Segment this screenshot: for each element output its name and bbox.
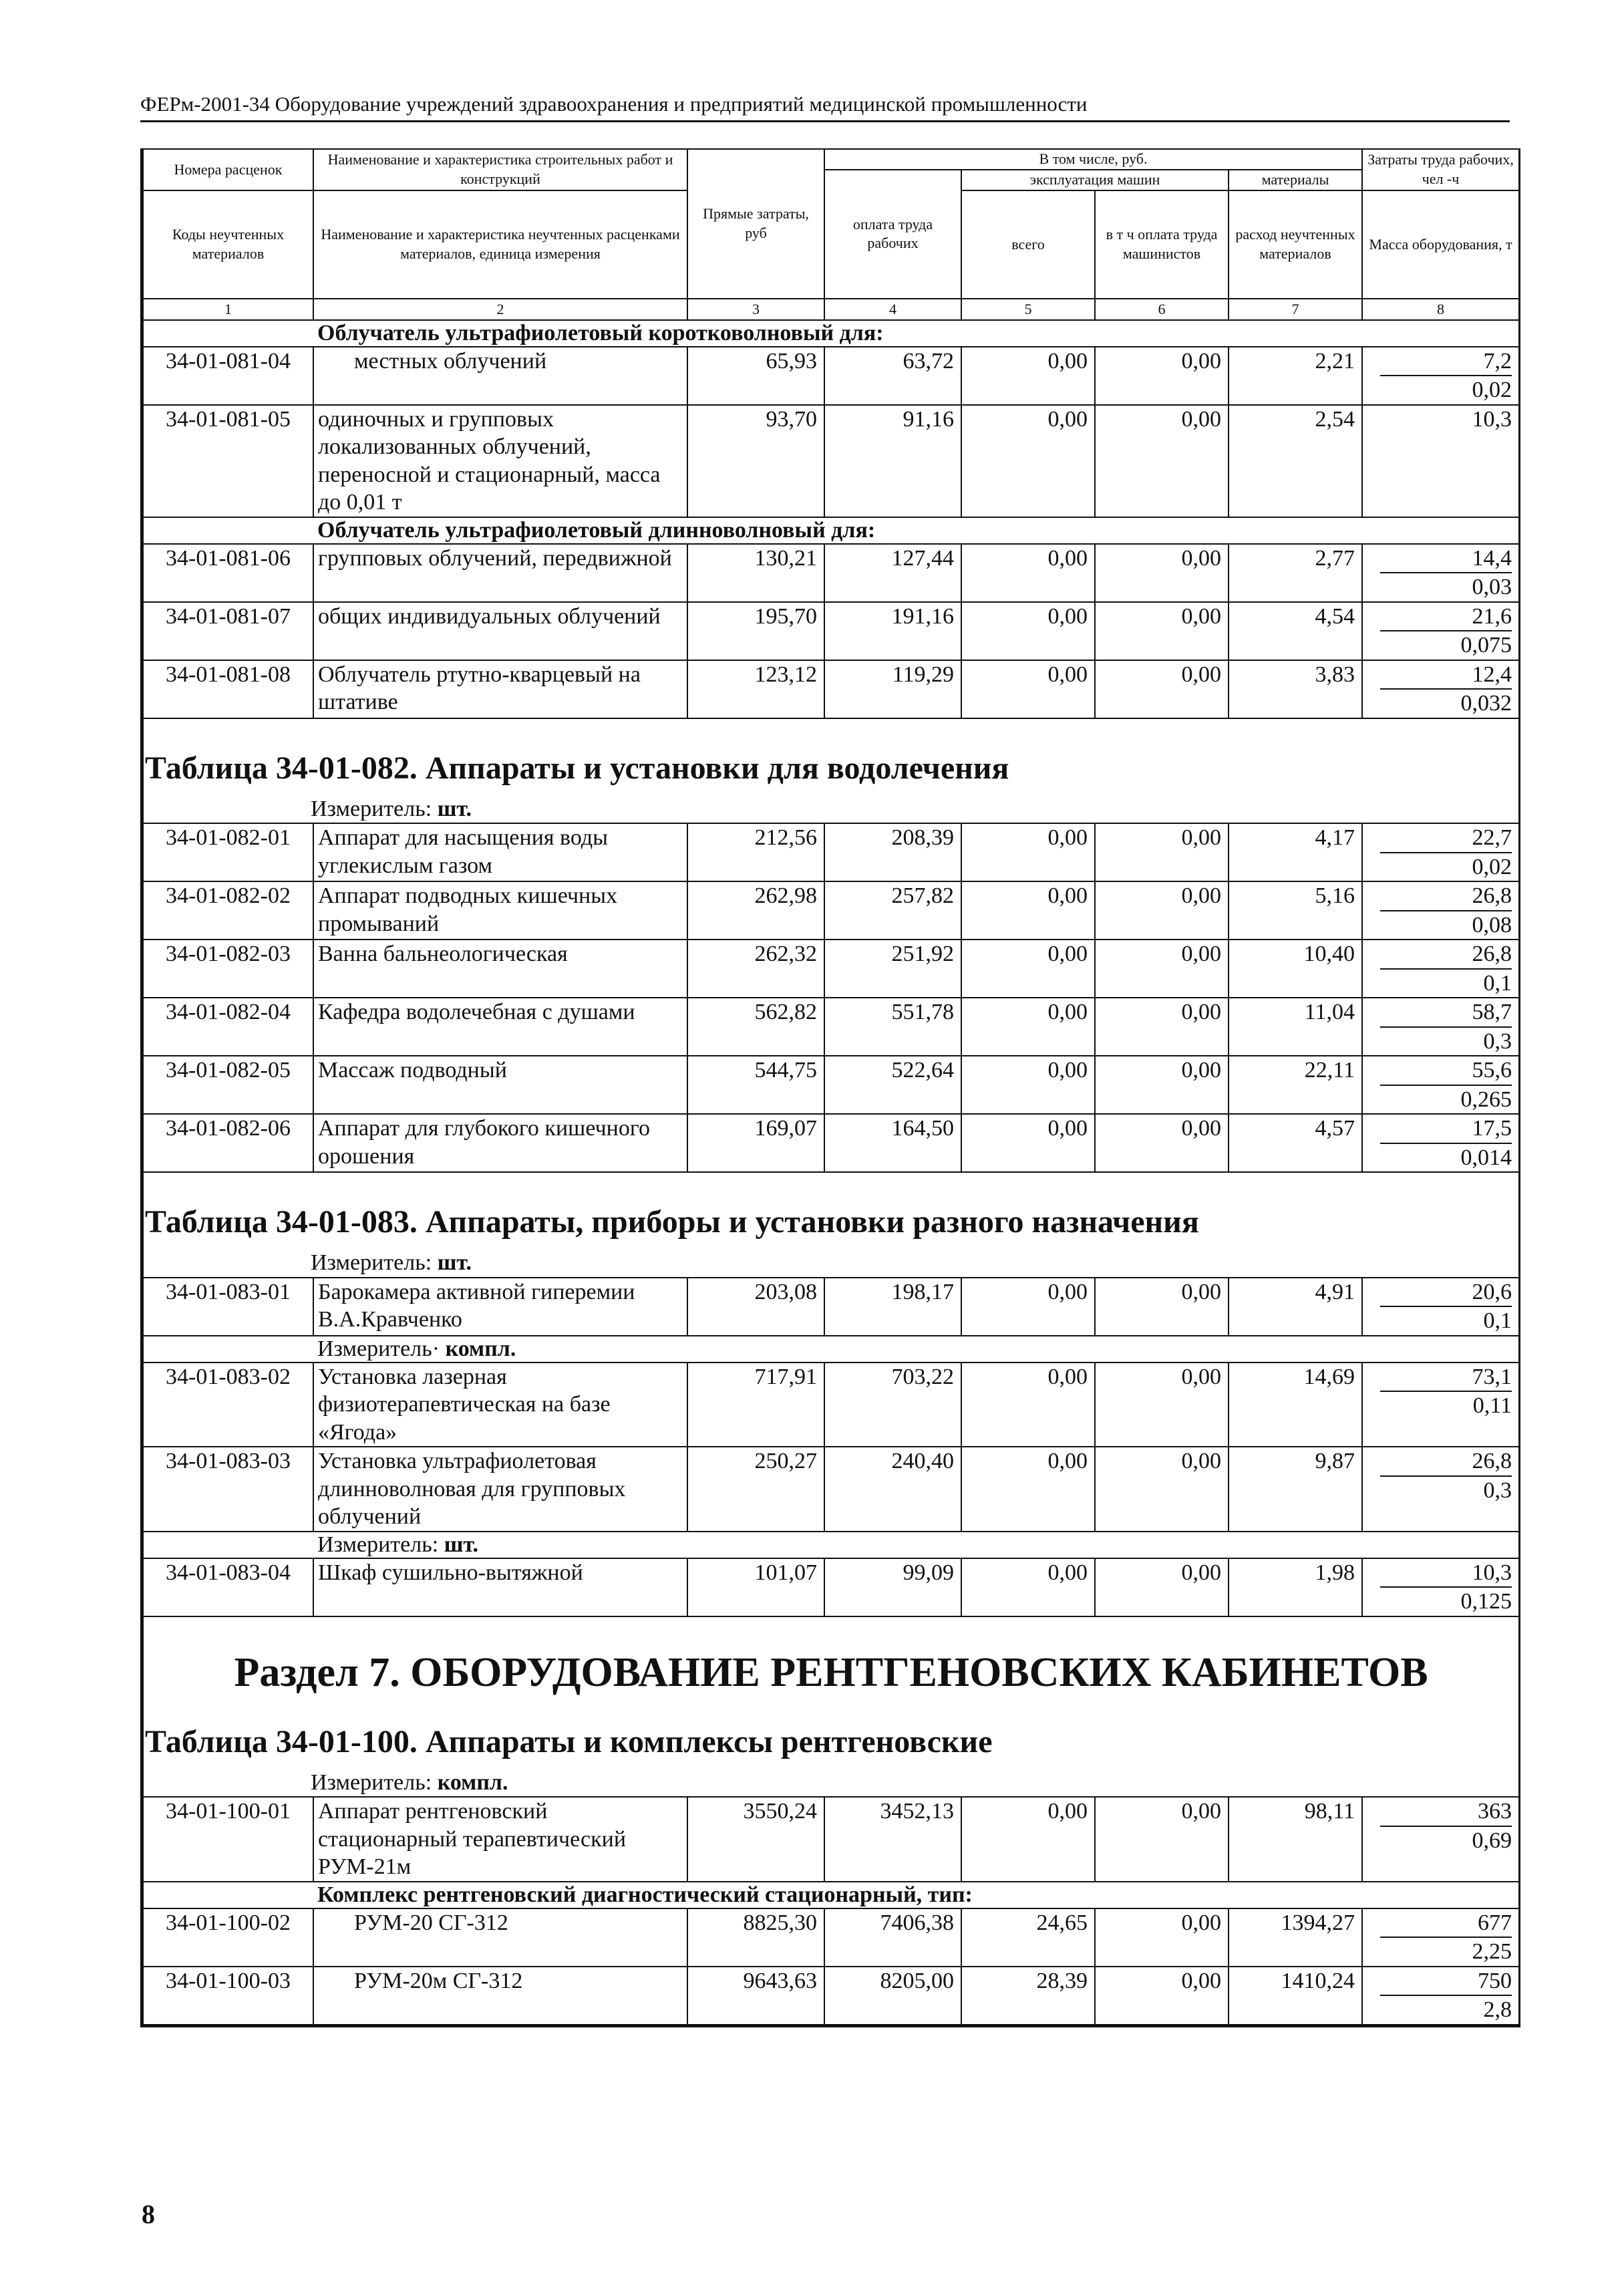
direct-cost: 262,98 [687, 881, 824, 940]
mass-value: 2,25 [1472, 1939, 1512, 1965]
measure-label: Измеритель· компл. [313, 1336, 1519, 1363]
col-number: 1 [143, 299, 313, 320]
col-header-1-bottom: Коды неучтенных материалов [143, 190, 313, 299]
mass-value: 2,8 [1483, 1997, 1512, 2023]
rate-name: Аппарат подводных кишечных промываний [313, 881, 687, 940]
machine-total: 0,00 [961, 1114, 1095, 1172]
rate-code: 34-01-081-04 [143, 347, 313, 405]
worker-pay: 3452,13 [824, 1797, 961, 1881]
col-header-machines: эксплуатация машин [961, 170, 1229, 190]
labor-mass-cell [1362, 823, 1519, 881]
direct-cost: 93,70 [687, 405, 824, 517]
machinist-pay: 0,00 [1095, 405, 1229, 517]
table-row [143, 1447, 1519, 1531]
worker-pay: 8205,00 [824, 1967, 961, 2025]
machine-total: 28,39 [961, 1967, 1095, 2025]
mass-value: 0,032 [1460, 691, 1512, 716]
rate-name: Шкаф сушильно-вытяжной [313, 1558, 687, 1616]
worker-pay: 63,72 [824, 347, 961, 405]
direct-cost: 544,75 [687, 1056, 824, 1114]
rate-name: Установка лазерная физиотерапевтическая на базе «Ягода» [313, 1363, 687, 1447]
machinist-pay: 0,00 [1095, 1558, 1229, 1616]
machine-total: 0,00 [961, 881, 1095, 940]
header-row-1 [143, 149, 1519, 170]
rate-code: 34-01-081-05 [143, 405, 313, 517]
labor-mass-cell [1362, 544, 1519, 602]
mass-value: 0,02 [1472, 854, 1512, 879]
table-row [143, 660, 1519, 718]
group-row [143, 1882, 1519, 1908]
col-header-1-top: Номера расценок [143, 149, 313, 190]
worker-pay: 208,39 [824, 823, 961, 881]
direct-cost: 9643,63 [687, 1967, 824, 2025]
materials-cost: 2,21 [1229, 347, 1362, 405]
labor-value: 26,8 [1380, 940, 1512, 969]
labor-mass-cell [1362, 1967, 1519, 2025]
col-number: 2 [313, 299, 687, 320]
group-title: Комплекс рентгеновский диагностический стационарный, тип: [313, 1882, 1519, 1908]
direct-cost: 717,91 [687, 1363, 824, 1447]
machinist-pay: 0,00 [1095, 1363, 1229, 1447]
col-number: 6 [1095, 299, 1229, 320]
machinist-pay: 0,00 [1095, 1908, 1229, 1967]
materials-cost: 4,57 [1229, 1114, 1362, 1172]
mass-value: 0,08 [1472, 912, 1512, 938]
direct-cost: 169,07 [687, 1114, 824, 1172]
labor-mass-cell [1362, 1797, 1519, 1881]
rate-code: 34-01-083-03 [143, 1447, 313, 1531]
rate-name: Установка ультрафиолетовая длинноволновая для групповых облучений [313, 1447, 687, 1531]
rate-name: Аппарат рентгеновский стационарный терапевтический РУМ-21м [313, 1797, 687, 1881]
rate-code: 34-01-081-08 [143, 660, 313, 718]
mass-value: 0,69 [1472, 1828, 1512, 1853]
labor-mass-cell [1362, 881, 1519, 940]
rate-code: 34-01-100-01 [143, 1797, 313, 1881]
col-header-4: оплата труда рабочих [824, 170, 961, 299]
table-row [143, 1908, 1519, 1967]
machine-total: 24,65 [961, 1908, 1095, 1967]
labor-mass-cell [1362, 1908, 1519, 1967]
labor-value: 10,3 [1362, 405, 1519, 517]
table-row [143, 1967, 1519, 2025]
direct-cost: 101,07 [687, 1558, 824, 1616]
worker-pay: 251,92 [824, 940, 961, 998]
materials-cost: 2,54 [1229, 405, 1362, 517]
mass-value: 0,11 [1472, 1393, 1512, 1419]
labor-value: 21,6 [1380, 603, 1512, 631]
mass-value: 0,3 [1483, 1477, 1512, 1503]
rate-name: Ванна бальнеологическая [313, 940, 687, 998]
col-header-6: в т ч оплата труда машинистов [1095, 190, 1229, 299]
rate-name: Облучатель ртутно-кварцевый на штативе [313, 660, 687, 718]
machine-total: 0,00 [961, 823, 1095, 881]
machinist-pay: 0,00 [1095, 1967, 1229, 2025]
worker-pay: 99,09 [824, 1558, 961, 1616]
worker-pay: 191,16 [824, 602, 961, 660]
machinist-pay: 0,00 [1095, 660, 1229, 718]
table-title: Таблица 34-01-083. Аппараты, приборы и установки разного назначения [145, 1204, 1199, 1240]
col-header-3: Прямые затраты, руб [687, 149, 824, 299]
materials-cost: 22,11 [1229, 1056, 1362, 1114]
column-numbers-row [143, 299, 1519, 320]
table-heading-row [143, 1172, 1519, 1278]
mass-value: 0,1 [1483, 1308, 1512, 1334]
labor-mass-cell [1362, 1558, 1519, 1616]
table-title: Таблица 34-01-082. Аппараты и установки для водолечения [145, 750, 1009, 786]
machinist-pay: 0,00 [1095, 544, 1229, 602]
materials-cost: 1,98 [1229, 1558, 1362, 1616]
machine-total: 0,00 [961, 602, 1095, 660]
mass-value: 0,02 [1472, 378, 1512, 403]
direct-cost: 195,70 [687, 602, 824, 660]
mass-value: 0,075 [1460, 633, 1512, 658]
labor-value: 26,8 [1380, 1447, 1512, 1476]
labor-mass-cell [1362, 940, 1519, 998]
rate-code: 34-01-100-03 [143, 1967, 313, 2025]
labor-mass-cell [1362, 660, 1519, 718]
materials-cost: 9,87 [1229, 1447, 1362, 1531]
machinist-pay: 0,00 [1095, 1056, 1229, 1114]
measure-label: Измеритель: компл. [311, 1769, 508, 1795]
labor-mass-cell [1362, 1363, 1519, 1447]
worker-pay: 119,29 [824, 660, 961, 718]
table-heading-row [143, 718, 1519, 824]
rate-code: 34-01-082-01 [143, 823, 313, 881]
direct-cost: 3550,24 [687, 1797, 824, 1881]
machine-total: 0,00 [961, 1797, 1095, 1881]
mass-value: 0,03 [1472, 575, 1512, 600]
worker-pay: 127,44 [824, 544, 961, 602]
table-row [143, 1114, 1519, 1172]
materials-cost: 4,54 [1229, 602, 1362, 660]
labor-value: 10,3 [1380, 1559, 1512, 1588]
col-header-2-top: Наименование и характеристика строительных работ и конструкций [313, 149, 687, 190]
machine-total: 0,00 [961, 544, 1095, 602]
worker-pay: 198,17 [824, 1278, 961, 1336]
col-number: 3 [687, 299, 824, 320]
machine-total: 0,00 [961, 1056, 1095, 1114]
rate-code: 34-01-082-06 [143, 1114, 313, 1172]
rate-code: 34-01-083-04 [143, 1558, 313, 1616]
measure-label: Измеритель: шт. [313, 1532, 1519, 1558]
materials-cost: 14,69 [1229, 1363, 1362, 1447]
rate-code: 34-01-082-03 [143, 940, 313, 998]
table-row [143, 405, 1519, 517]
worker-pay: 91,16 [824, 405, 961, 517]
measure-row [143, 1532, 1519, 1558]
rate-name: Аппарат для глубокого кишечного орошения [313, 1114, 687, 1172]
labor-value: 14,4 [1380, 545, 1512, 573]
col-header-materials: материалы [1229, 170, 1362, 190]
table-row [143, 1797, 1519, 1881]
direct-cost: 123,12 [687, 660, 824, 718]
machine-total: 0,00 [961, 1447, 1095, 1531]
labor-mass-cell [1362, 347, 1519, 405]
mass-value: 0,1 [1483, 970, 1512, 996]
col-header-8-bottom: Масса оборудования, т [1362, 190, 1519, 299]
direct-cost: 262,32 [687, 940, 824, 998]
machine-total: 0,00 [961, 405, 1095, 517]
worker-pay: 551,78 [824, 998, 961, 1056]
machinist-pay: 0,00 [1095, 1114, 1229, 1172]
direct-cost: 562,82 [687, 998, 824, 1056]
table-row [143, 602, 1519, 660]
labor-value: 20,6 [1380, 1278, 1512, 1307]
machinist-pay: 0,00 [1095, 602, 1229, 660]
page-header: ФЕРм-2001-34 Оборудование учреждений здравоохранения и предприятий медицинской промышленности [140, 92, 1510, 122]
labor-mass-cell [1362, 1114, 1519, 1172]
direct-cost: 65,93 [687, 347, 824, 405]
rate-name: РУМ-20 СГ-312 [313, 1908, 687, 1967]
labor-value: 26,8 [1380, 882, 1512, 911]
materials-cost: 4,91 [1229, 1278, 1362, 1336]
machinist-pay: 0,00 [1095, 998, 1229, 1056]
measure-row [143, 1336, 1519, 1363]
machine-total: 0,00 [961, 1278, 1095, 1336]
labor-mass-cell [1362, 1447, 1519, 1531]
machinist-pay: 0,00 [1095, 1447, 1229, 1531]
rate-code: 34-01-081-07 [143, 602, 313, 660]
machine-total: 0,00 [961, 1558, 1095, 1616]
worker-pay: 164,50 [824, 1114, 961, 1172]
mass-value: 0,265 [1460, 1087, 1512, 1112]
table-title: Таблица 34-01-100. Аппараты и комплексы рентгеновские [145, 1723, 993, 1759]
labor-mass-cell [1362, 1056, 1519, 1114]
rate-name: общих индивидуальных облучений [313, 602, 687, 660]
col-number: 5 [961, 299, 1095, 320]
machinist-pay: 0,00 [1095, 1797, 1229, 1881]
rate-name: Массаж подводный [313, 1056, 687, 1114]
col-header-7: расход неучтенных материалов [1229, 190, 1362, 299]
mass-value: 0,125 [1460, 1589, 1512, 1614]
machine-total: 0,00 [961, 1363, 1095, 1447]
labor-mass-cell [1362, 1278, 1519, 1336]
labor-mass-cell [1362, 998, 1519, 1056]
labor-value: 58,7 [1380, 998, 1512, 1027]
table-row [143, 1278, 1519, 1336]
direct-cost: 250,27 [687, 1447, 824, 1531]
col-number: 8 [1362, 299, 1519, 320]
mass-value: 0,3 [1483, 1028, 1512, 1054]
machinist-pay: 0,00 [1095, 823, 1229, 881]
worker-pay: 703,22 [824, 1363, 961, 1447]
machinist-pay: 0,00 [1095, 347, 1229, 405]
machine-total: 0,00 [961, 660, 1095, 718]
rate-name: Барокамера активной гиперемии В.А.Кравченко [313, 1278, 687, 1336]
labor-value: 55,6 [1380, 1056, 1512, 1085]
rate-code: 34-01-082-05 [143, 1056, 313, 1114]
col-header-8-top: Затраты труда рабочих, чел -ч [1362, 149, 1519, 190]
direct-cost: 212,56 [687, 823, 824, 881]
rates-table [142, 148, 1520, 2025]
materials-cost: 10,40 [1229, 940, 1362, 998]
labor-value: 73,1 [1380, 1363, 1512, 1392]
table-row [143, 1558, 1519, 1616]
labor-value: 12,4 [1380, 661, 1512, 690]
rate-code: 34-01-083-01 [143, 1278, 313, 1336]
rate-name: РУМ-20м СГ-312 [313, 1967, 687, 2025]
materials-cost: 98,11 [1229, 1797, 1362, 1881]
col-header-incl: В том числе, руб. [824, 149, 1362, 170]
rates-document [140, 148, 1520, 2027]
labor-value: 7,2 [1380, 347, 1512, 376]
group-title: Облучатель ультрафиолетовый длинноволновый для: [313, 517, 1519, 544]
materials-cost: 11,04 [1229, 998, 1362, 1056]
group-row [143, 517, 1519, 544]
col-header-5: всего [961, 190, 1095, 299]
measure-label: Измеритель: шт. [311, 1250, 472, 1276]
rate-name: Аппарат для насыщения воды углекислым газом [313, 823, 687, 881]
labor-mass-cell [1362, 602, 1519, 660]
section-title: Раздел 7. ОБОРУДОВАНИЕ РЕНТГЕНОВСКИХ КАБИНЕТОВ [234, 1649, 1428, 1695]
machine-total: 0,00 [961, 998, 1095, 1056]
machinist-pay: 0,00 [1095, 881, 1229, 940]
rate-name: групповых облучений, передвижной [313, 544, 687, 602]
rate-name: одиночных и групповых локализованных облучений, переносной и стационарный, масса до 0,01 т [313, 405, 687, 517]
col-number: 7 [1229, 299, 1362, 320]
col-header-2-bottom: Наименование и характеристика неучтенных расценками материалов, единица измерения [313, 190, 687, 299]
table-row [143, 940, 1519, 998]
materials-cost: 4,17 [1229, 823, 1362, 881]
table-row [143, 1056, 1519, 1114]
rate-code: 34-01-081-06 [143, 544, 313, 602]
table-row [143, 998, 1519, 1056]
rate-code: 34-01-083-02 [143, 1363, 313, 1447]
worker-pay: 240,40 [824, 1447, 961, 1531]
materials-cost: 5,16 [1229, 881, 1362, 940]
table-row [143, 544, 1519, 602]
table-row [143, 823, 1519, 881]
direct-cost: 130,21 [687, 544, 824, 602]
group-title: Облучатель ультрафиолетовый коротковолновый для: [313, 320, 1519, 347]
col-number: 4 [824, 299, 961, 320]
table-row [143, 347, 1519, 405]
measure-label: Измеритель: шт. [311, 796, 472, 821]
worker-pay: 257,82 [824, 881, 961, 940]
machinist-pay: 0,00 [1095, 940, 1229, 998]
worker-pay: 522,64 [824, 1056, 961, 1114]
materials-cost: 1394,27 [1229, 1908, 1362, 1967]
machine-total: 0,00 [961, 347, 1095, 405]
labor-value: 17,5 [1380, 1115, 1512, 1143]
table-row [143, 881, 1519, 940]
direct-cost: 8825,30 [687, 1908, 824, 1967]
machinist-pay: 0,00 [1095, 1278, 1229, 1336]
machine-total: 0,00 [961, 940, 1095, 998]
direct-cost: 203,08 [687, 1278, 824, 1336]
group-row [143, 320, 1519, 347]
rate-code: 34-01-082-04 [143, 998, 313, 1056]
table-heading-row [143, 1616, 1519, 1798]
labor-value: 363 [1380, 1798, 1512, 1826]
rate-name: Кафедра водолечебная с душами [313, 998, 687, 1056]
rate-name: местных облучений [313, 347, 687, 405]
mass-value: 0,014 [1460, 1145, 1512, 1170]
labor-value: 22,7 [1380, 824, 1512, 853]
rate-code: 34-01-082-02 [143, 881, 313, 940]
page-number: 8 [142, 2199, 155, 2229]
rate-code: 34-01-100-02 [143, 1908, 313, 1967]
labor-value: 750 [1380, 1967, 1512, 1996]
worker-pay: 7406,38 [824, 1908, 961, 1967]
materials-cost: 2,77 [1229, 544, 1362, 602]
materials-cost: 3,83 [1229, 660, 1362, 718]
labor-value: 677 [1380, 1909, 1512, 1938]
table-row [143, 1363, 1519, 1447]
materials-cost: 1410,24 [1229, 1967, 1362, 2025]
